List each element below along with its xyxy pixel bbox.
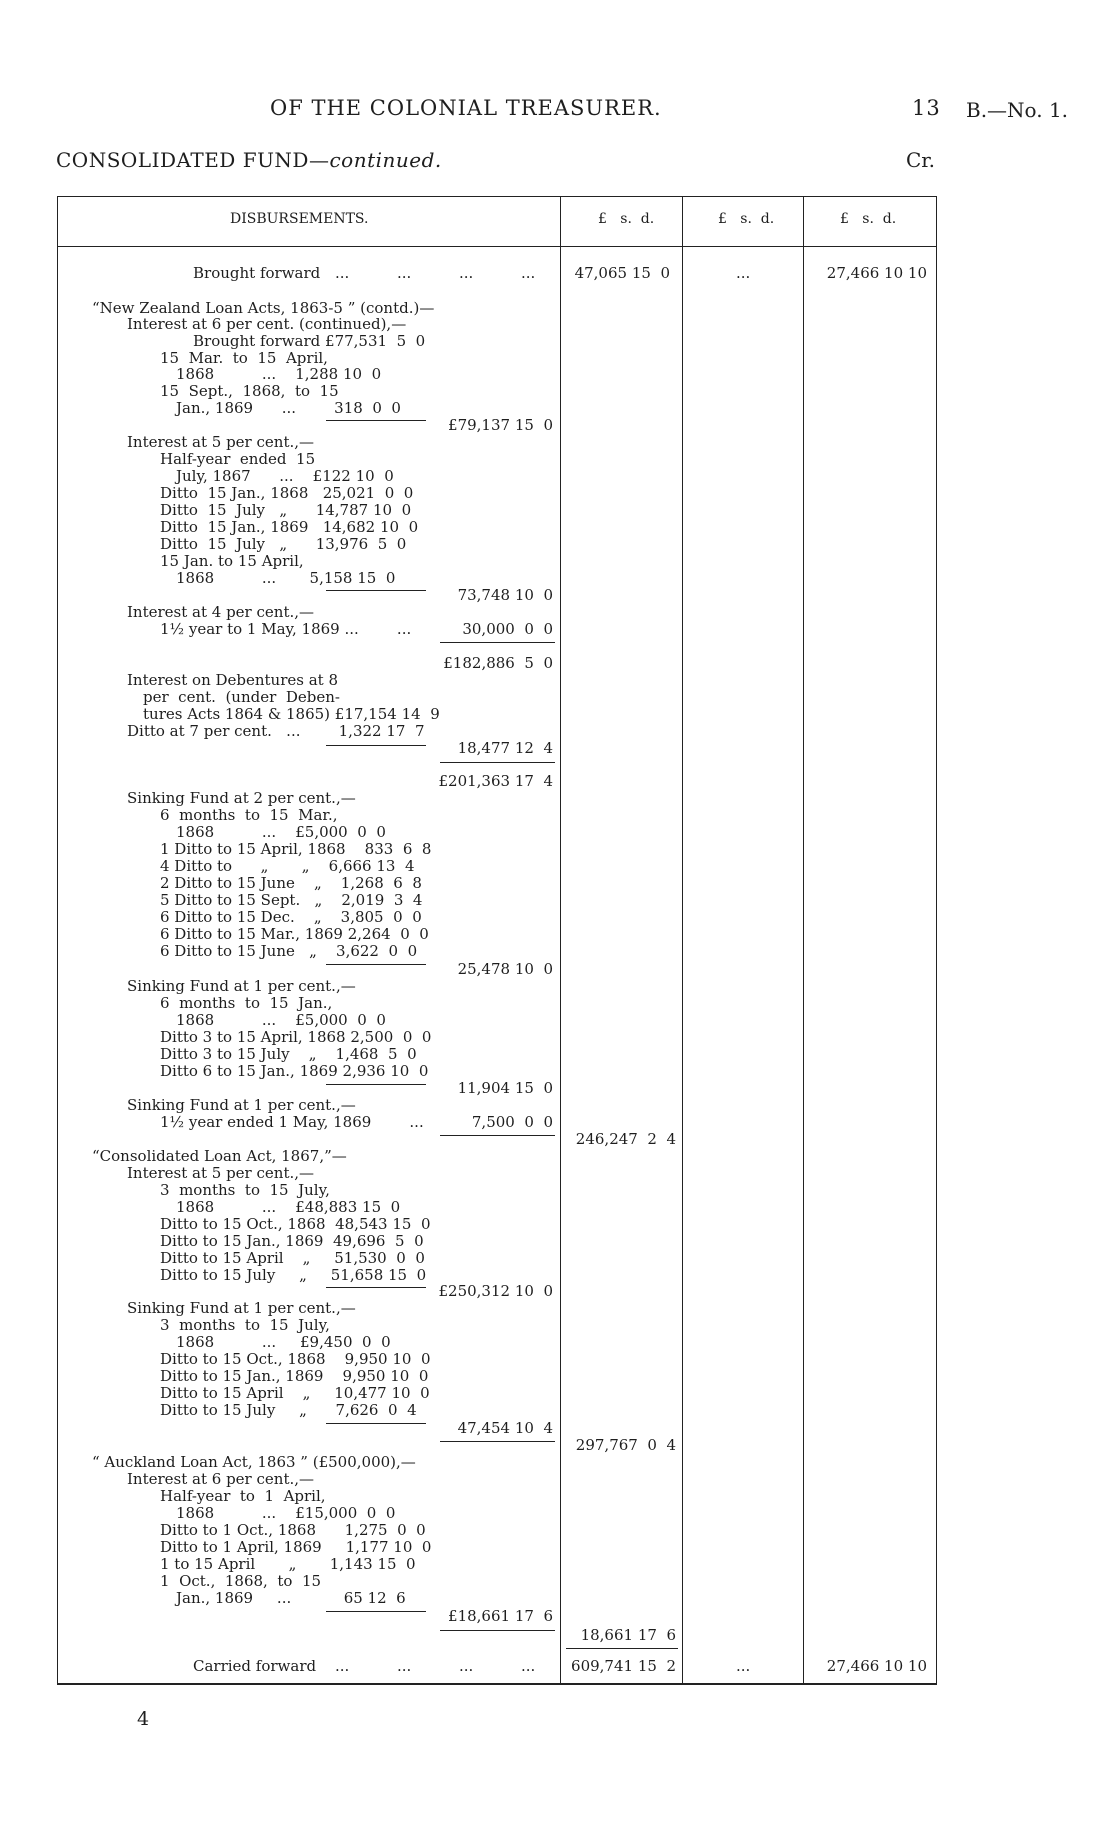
ledger-line: Jan., 1869 ... 65 12 6 [176, 1589, 406, 1607]
subtotal: 25,478 10 0 [457, 960, 553, 978]
subsection-heading: Sinking Fund at 2 per cent.,— [127, 789, 356, 807]
ledger-line: Ditto to 1 Oct., 1868 1,275 0 0 [160, 1521, 426, 1539]
subtotal: 7,500 0 0 [471, 1113, 553, 1131]
column-divider-2 [682, 196, 683, 1684]
ledger-line: 1868 ... £48,883 15 0 [176, 1198, 401, 1216]
ledger-line: 3 months to 15 July, [160, 1181, 330, 1199]
ledger-line: 1½ year to 1 May, 1869 ... ... [160, 620, 412, 638]
ledger-line: Ditto to 1 April, 1869 1,177 10 0 [160, 1538, 432, 1556]
ledger-line: 1868 ... 5,158 15 0 [176, 569, 396, 587]
rule [326, 590, 426, 591]
ledger-line: 1868 ... £9,450 0 0 [176, 1333, 391, 1351]
ledger-line: Ditto 15 July „ 13,976 5 0 [160, 535, 407, 553]
subsection-heading: Interest at 5 per cent.,— [127, 1164, 315, 1182]
section-total: 297,767 0 4 [575, 1436, 676, 1454]
subtotal: £79,137 15 0 [448, 416, 553, 434]
ledger-line: 2 Ditto to 15 June „ 1,268 6 8 [160, 874, 422, 892]
table-top-rule [57, 196, 937, 197]
ledger-line: Ditto 15 Jan., 1868 25,021 0 0 [160, 484, 414, 502]
ledger-line: 3 months to 15 July, [160, 1316, 330, 1334]
subtotal: 11,904 15 0 [457, 1079, 553, 1097]
carried-forward-col1: 609,741 15 2 [571, 1657, 676, 1675]
ledger-line: 5 Ditto to 15 Sept. „ 2,019 3 4 [160, 891, 423, 909]
ledger-line: Ditto 6 to 15 Jan., 1869 2,936 10 0 [160, 1062, 429, 1080]
document-reference: B.—No. 1. [966, 98, 1069, 122]
subsection-heading: Sinking Fund at 1 per cent.,— [127, 977, 356, 995]
rule [326, 1287, 426, 1288]
ledger-line: Brought forward £77,531 5 0 [193, 332, 426, 350]
ledger-line: Ditto to 15 Jan., 1869 49,696 5 0 [160, 1232, 424, 1250]
section-heading: “New Zealand Loan Acts, 1863-5 ” (contd.)— [92, 299, 435, 317]
ledger-line: Half-year ended 15 [160, 450, 316, 468]
subsection-heading: Sinking Fund at 1 per cent.,— [127, 1299, 356, 1317]
subtotal: £18,661 17 6 [448, 1607, 553, 1625]
ledger-line: Interest on Debentures at 8 [127, 671, 339, 689]
section-total: 246,247 2 4 [575, 1130, 676, 1148]
rule [326, 1084, 426, 1085]
brought-forward-label: Brought forward [193, 264, 321, 282]
subtotal: 47,454 10 4 [457, 1419, 553, 1437]
ledger-line: Ditto to 15 July „ 51,658 15 0 [160, 1266, 427, 1284]
ledger-line: Jan., 1869 ... 318 0 0 [176, 399, 401, 417]
rule [440, 762, 555, 763]
ledger-line: Ditto at 7 per cent. ... 1,322 17 7 [127, 722, 425, 740]
rule [326, 964, 426, 965]
col1-heading: £ s. d. [598, 211, 655, 227]
subtotal: 18,477 12 4 [457, 739, 553, 757]
ledger-line: Ditto to 15 April „ 10,477 10 0 [160, 1384, 430, 1402]
rule [326, 1611, 426, 1612]
subsection-heading: Interest at 5 per cent.,— [127, 433, 315, 451]
rule [440, 1135, 555, 1136]
ledger-line: 15 Mar. to 15 April, [160, 349, 328, 367]
ledger-line: 15 Sept., 1868, to 15 [160, 382, 339, 400]
header-rule [57, 246, 937, 247]
ledger-line: 1½ year ended 1 May, 1869 ... [160, 1113, 424, 1131]
ledger-line: 6 Ditto to 15 Mar., 1869 2,264 0 0 [160, 925, 429, 943]
ledger-line: Ditto to 15 April „ 51,530 0 0 [160, 1249, 425, 1267]
ledger-line: 4 Ditto to „ „ 6,666 13 4 [160, 857, 415, 875]
signature-mark: 4 [137, 1708, 150, 1730]
running-total: £201,363 17 4 [438, 772, 553, 790]
ledger-line: 15 Jan. to 15 April, [160, 552, 304, 570]
subtotal: 73,748 10 0 [457, 586, 553, 604]
table-border-right [936, 196, 937, 1684]
carried-forward-col3: 27,466 10 10 [826, 1657, 927, 1675]
ledger-line: 1868 ... £15,000 0 0 [176, 1504, 396, 1522]
ledger-line: 1868 ... 1,288 10 0 [176, 365, 382, 383]
ledger-line: Ditto 3 to 15 April, 1868 2,500 0 0 [160, 1028, 432, 1046]
subtotal: 30,000 0 0 [462, 620, 553, 638]
rule [440, 1630, 555, 1631]
ledger-line: per cent. (under Deben- [143, 688, 340, 706]
ledger-line: tures Acts 1864 & 1865) £17,154 14 9 [143, 705, 440, 723]
page-title: OF THE COLONIAL TREASURER. [270, 96, 662, 120]
ledger-line: 1 to 15 April „ 1,143 15 0 [160, 1555, 416, 1573]
rule [326, 420, 426, 421]
subsection-heading: Interest at 6 per cent.,— [127, 1470, 315, 1488]
carried-forward-label: Carried forward [193, 1657, 317, 1675]
ledger-line: Ditto to 15 Oct., 1868 9,950 10 0 [160, 1350, 431, 1368]
brought-forward-col1: 47,065 15 0 [574, 264, 670, 282]
col2-heading: £ s. d. [718, 211, 775, 227]
column-divider-3 [803, 196, 804, 1684]
running-total: £182,886 5 0 [443, 654, 553, 672]
subtotal: £250,312 10 0 [438, 1282, 553, 1300]
ledger-line: 6 Ditto to 15 June „ 3,622 0 0 [160, 942, 418, 960]
ledger-line: 1868 ... £5,000 0 0 [176, 1011, 386, 1029]
column-divider-1 [560, 196, 561, 1684]
table-bottom-rule [57, 1683, 937, 1685]
ledger-line: 6 Ditto to 15 Dec. „ 3,805 0 0 [160, 908, 422, 926]
subsection-heading: Interest at 4 per cent.,— [127, 603, 315, 621]
rule [440, 1441, 555, 1442]
leader-dots: ... ... ... ... [335, 1657, 536, 1675]
section-heading: “Consolidated Loan Act, 1867,”— [92, 1147, 347, 1165]
ledger-line: 6 months to 15 Jan., [160, 994, 333, 1012]
ledger-line: 1 Ditto to 15 April, 1868 833 6 8 [160, 840, 432, 858]
rule [326, 1423, 426, 1424]
rule [326, 745, 426, 746]
rule [440, 642, 555, 643]
ledger-line: Ditto 3 to 15 July „ 1,468 5 0 [160, 1045, 417, 1063]
section-title: CONSOLIDATED FUND—continued. [56, 148, 442, 172]
section-total: 18,661 17 6 [580, 1626, 676, 1644]
carried-forward-col2: ... [736, 1657, 751, 1675]
ledger-line: 6 months to 15 Mar., [160, 806, 338, 824]
col3-heading: £ s. d. [840, 211, 897, 227]
ledger-line: Ditto to 15 Jan., 1869 9,950 10 0 [160, 1367, 429, 1385]
brought-forward-col3: 27,466 10 10 [826, 264, 927, 282]
credit-side-label: Cr. [906, 148, 936, 172]
subsection-heading: Interest at 6 per cent. (continued),— [127, 315, 407, 333]
ledger-line: 1 Oct., 1868, to 15 [160, 1572, 322, 1590]
ledger-line: Ditto to 15 Oct., 1868 48,543 15 0 [160, 1215, 431, 1233]
disbursements-heading: DISBURSEMENTS. [230, 211, 369, 227]
ledger-line: July, 1867 ... £122 10 0 [176, 467, 394, 485]
ledger-line: Half-year to 1 April, [160, 1487, 326, 1505]
ledger-line: Ditto 15 July „ 14,787 10 0 [160, 501, 412, 519]
brought-forward-col2: ... [736, 264, 751, 282]
ledger-line: 1868 ... £5,000 0 0 [176, 823, 386, 841]
subsection-heading: Sinking Fund at 1 per cent.,— [127, 1096, 356, 1114]
table-border-left [57, 196, 58, 1684]
section-heading: “ Auckland Loan Act, 1863 ” (£500,000),— [92, 1453, 416, 1471]
page-number: 13 [912, 96, 941, 120]
rule [566, 1648, 678, 1649]
leader-dots: ... ... ... ... [335, 264, 536, 282]
ledger-line: Ditto to 15 July „ 7,626 0 4 [160, 1401, 417, 1419]
ledger-line: Ditto 15 Jan., 1869 14,682 10 0 [160, 518, 419, 536]
